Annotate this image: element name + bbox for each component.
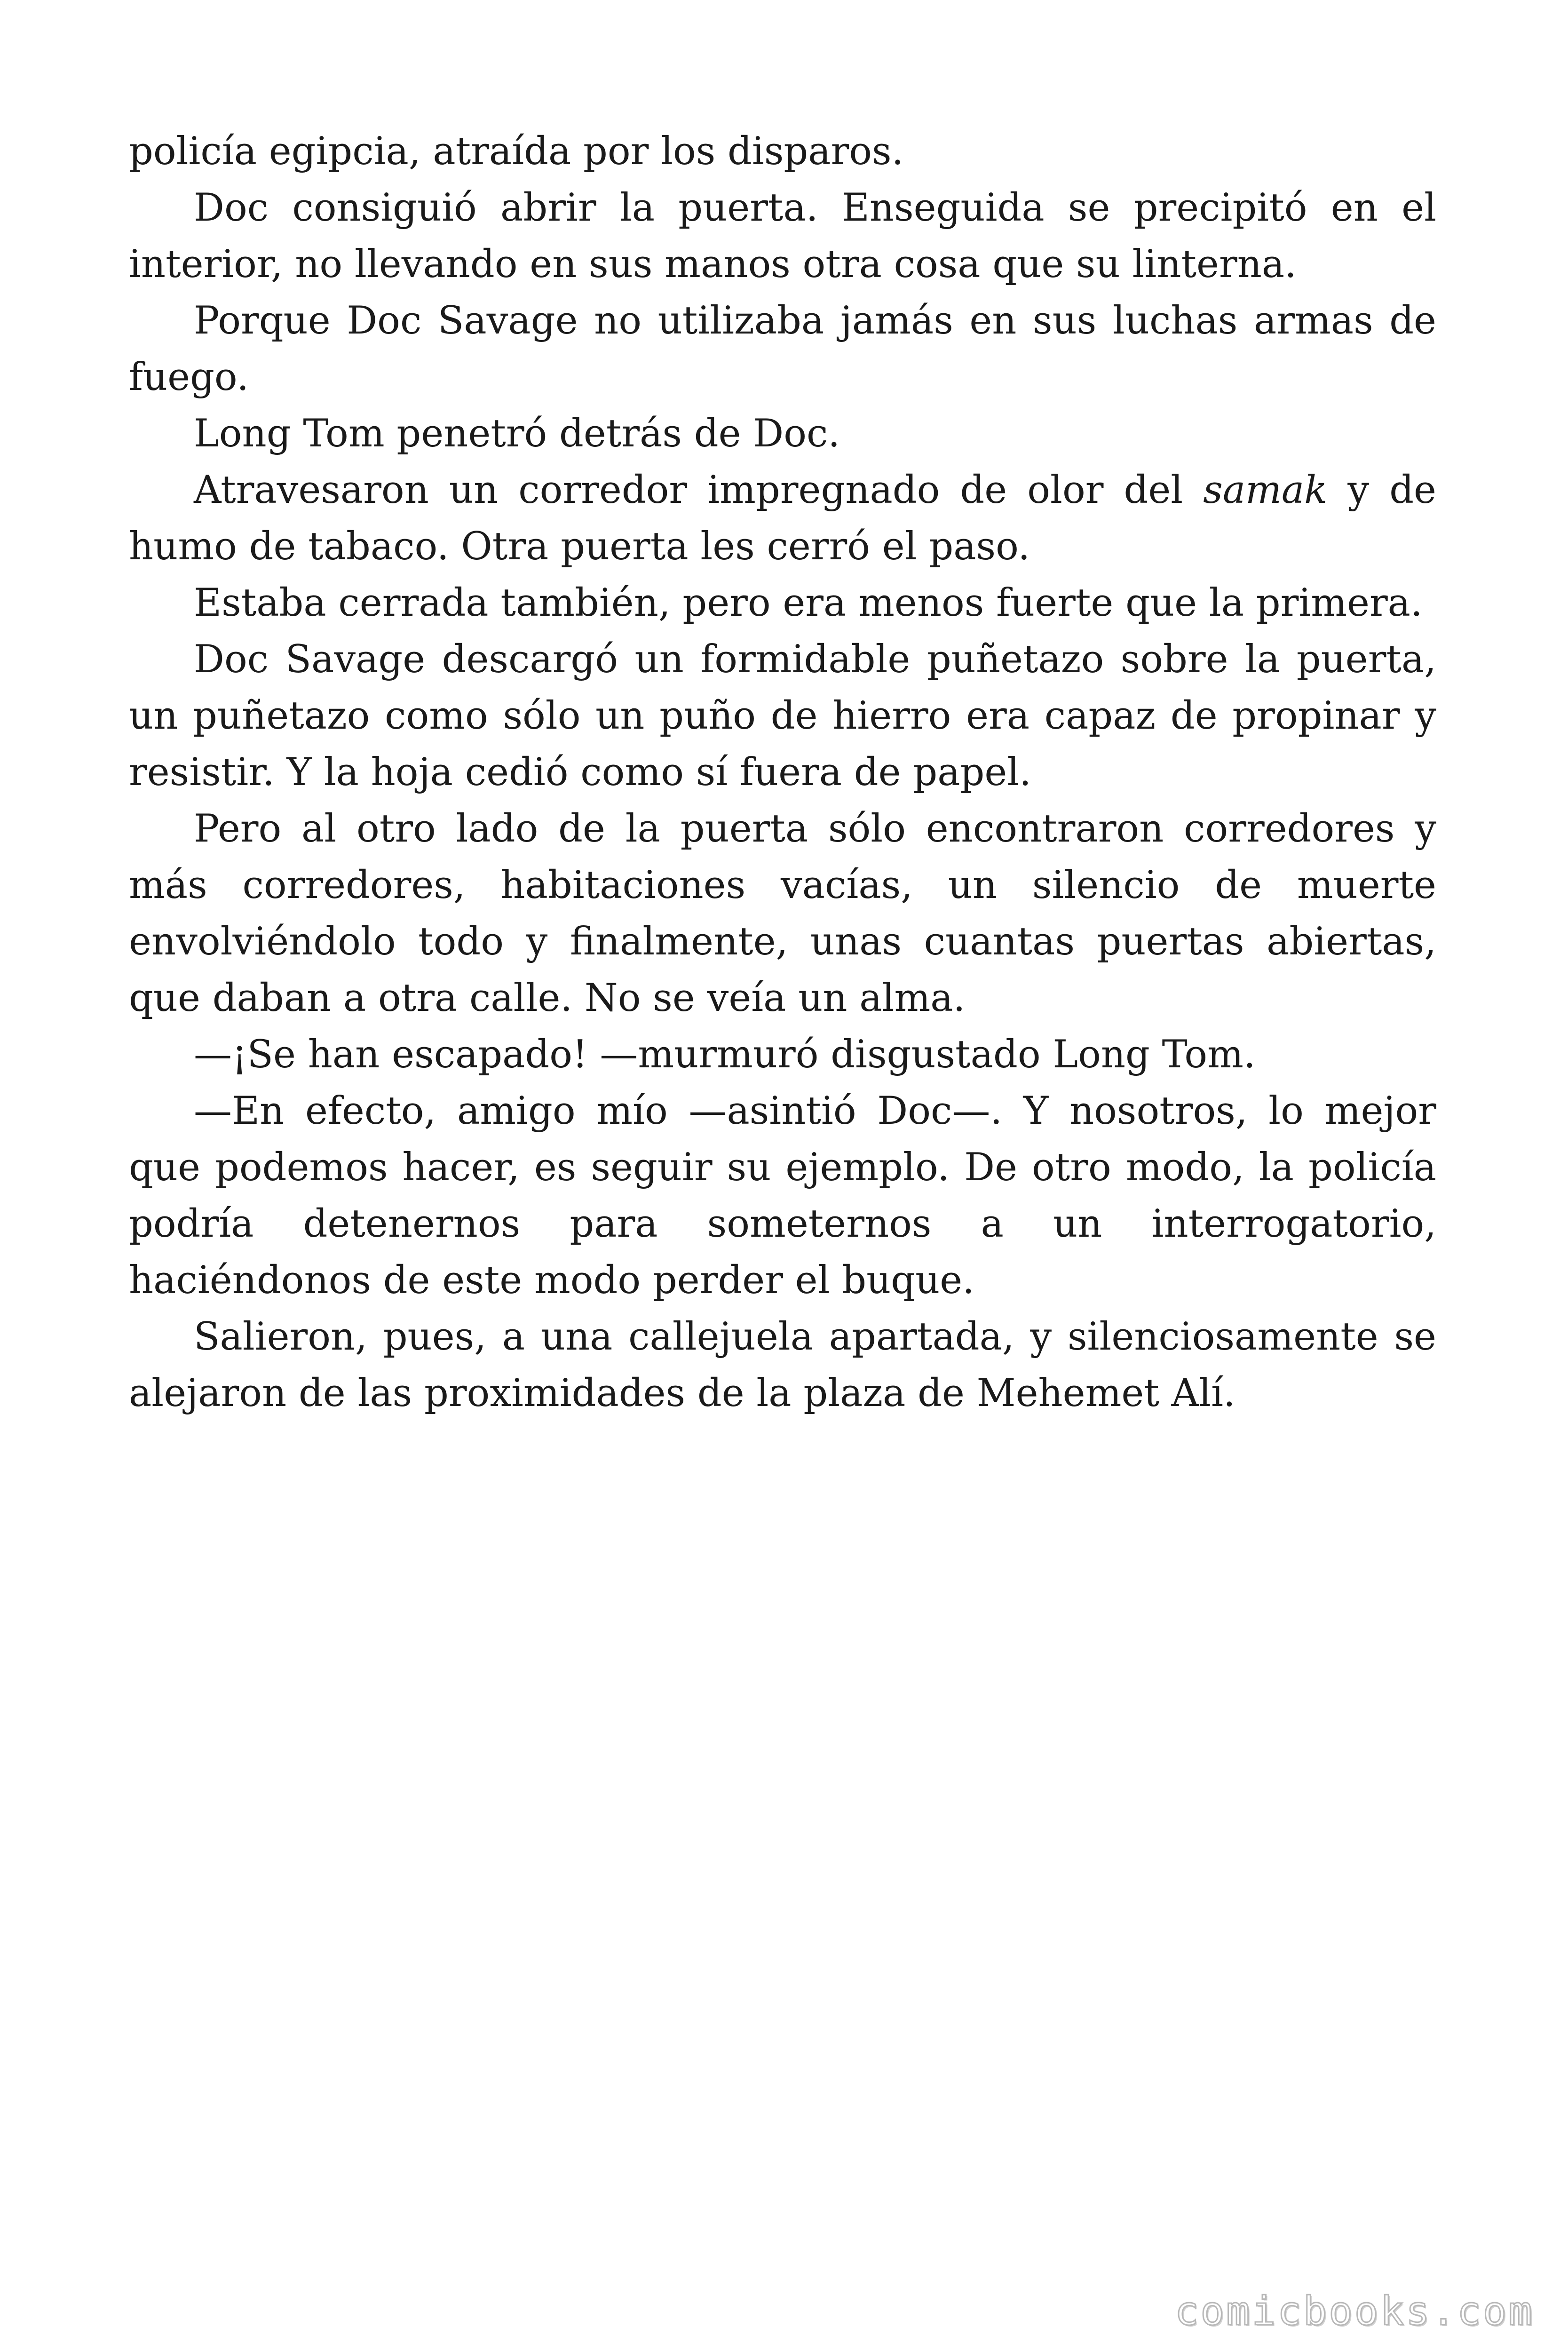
paragraph-3: Porque Doc Savage no utilizaba jamás en sus luchas armas de fuego. [129,299,1436,399]
paragraph-8: Pero al otro lado de la puerta sólo encontraron corredores y más corredores, habitaciones vacías, un silencio de muerte envolviéndolo todo y finalmente, unas cuantas puertas abiertas, que daban a otra calle. No se veía un alma. [129,807,1436,1020]
paragraph-5 [129,462,1436,575]
paragraph-6: Estaba cerrada también, pero era menos fuerte que la primera. [194,581,1423,625]
paragraph-11: Salieron, pues, a una callejuela apartada, y silenciosamente se alejaron de las proximidades de la plaza de Mehemet Alí. [129,1315,1436,1415]
paragraph-10: —En efecto, amigo mío —asintió Doc—. Y nosotros, lo mejor que podemos hacer, es seguir su ejemplo. De otro modo, la policía podría detenernos para someternos a un interrogatorio, haciéndonos de este modo perder el buque. [129,1089,1436,1303]
paragraph-5-italic-word: samak [1203,468,1328,512]
paragraph-9: —¡Se han escapado! —murmuró disgustado Long Tom. [194,1033,1256,1077]
page-body-text [129,123,1436,1422]
paragraph-1: policía egipcia, atraída por los disparos. [129,129,904,174]
paragraph-7: Doc Savage descargó un formidable puñetazo sobre la puerta, un puñetazo como sólo un puño de hierro era capaz de propinar y resistir. Y la hoja cedió como sí fuera de papel. [129,637,1436,795]
paragraph-5-text-before: Atravesaron un corredor impregnado de olor del [194,468,1204,512]
paragraph-5-text-after: y de humo de tabaco. Otra puerta les cerró el paso. [129,468,1436,569]
site-watermark: comicbooks.com [1174,2288,1534,2334]
paragraph-2: Doc consiguió abrir la puerta. Enseguida se precipitó en el interior, no llevando en sus manos otra cosa que su linterna. [129,186,1436,286]
paragraph-4: Long Tom penetró detrás de Doc. [194,412,840,456]
